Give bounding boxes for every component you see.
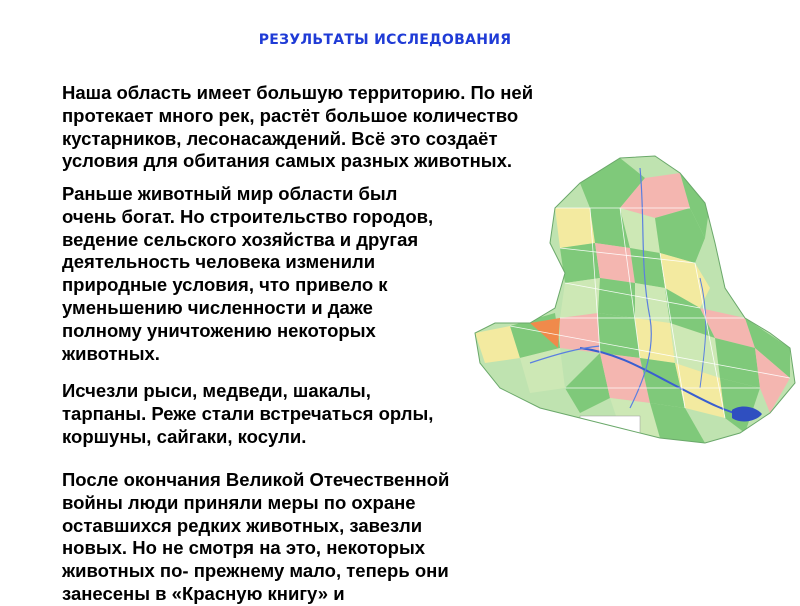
paragraph-territory: Наша область имеет большую территорию. По ней протекает много рек, растёт большое количество кустарников, лесонасаждений. Всё это создаёт условия для обитания самых разных животных. [62,82,534,172]
paragraph-extinct-animals: Исчезли рыси, медведи, шакалы, тарпаны. Реже стали встречаться орлы, коршуны, сайгаки, косули. [62,380,434,447]
paragraph-conservation: После окончания Великой Отечественной войны люди приняли меры по охране оставшихся редких животных, завезли новых. Но не смотря на это, некоторых животных по- прежнему мало, теперь они занесены в «Красную книгу» и [62,469,450,604]
paragraph-former-wildlife: Раньше животный мир области был очень богат. Но строительство городов, ведение сельского хозяйства и другая деятельность человека изменили природные условия, что привело к уменьшению численности и даже полному уничтожению некоторых животных. [62,183,434,364]
slide-title: РЕЗУЛЬТАТЫ ИССЛЕДОВАНИЯ [258,32,512,48]
